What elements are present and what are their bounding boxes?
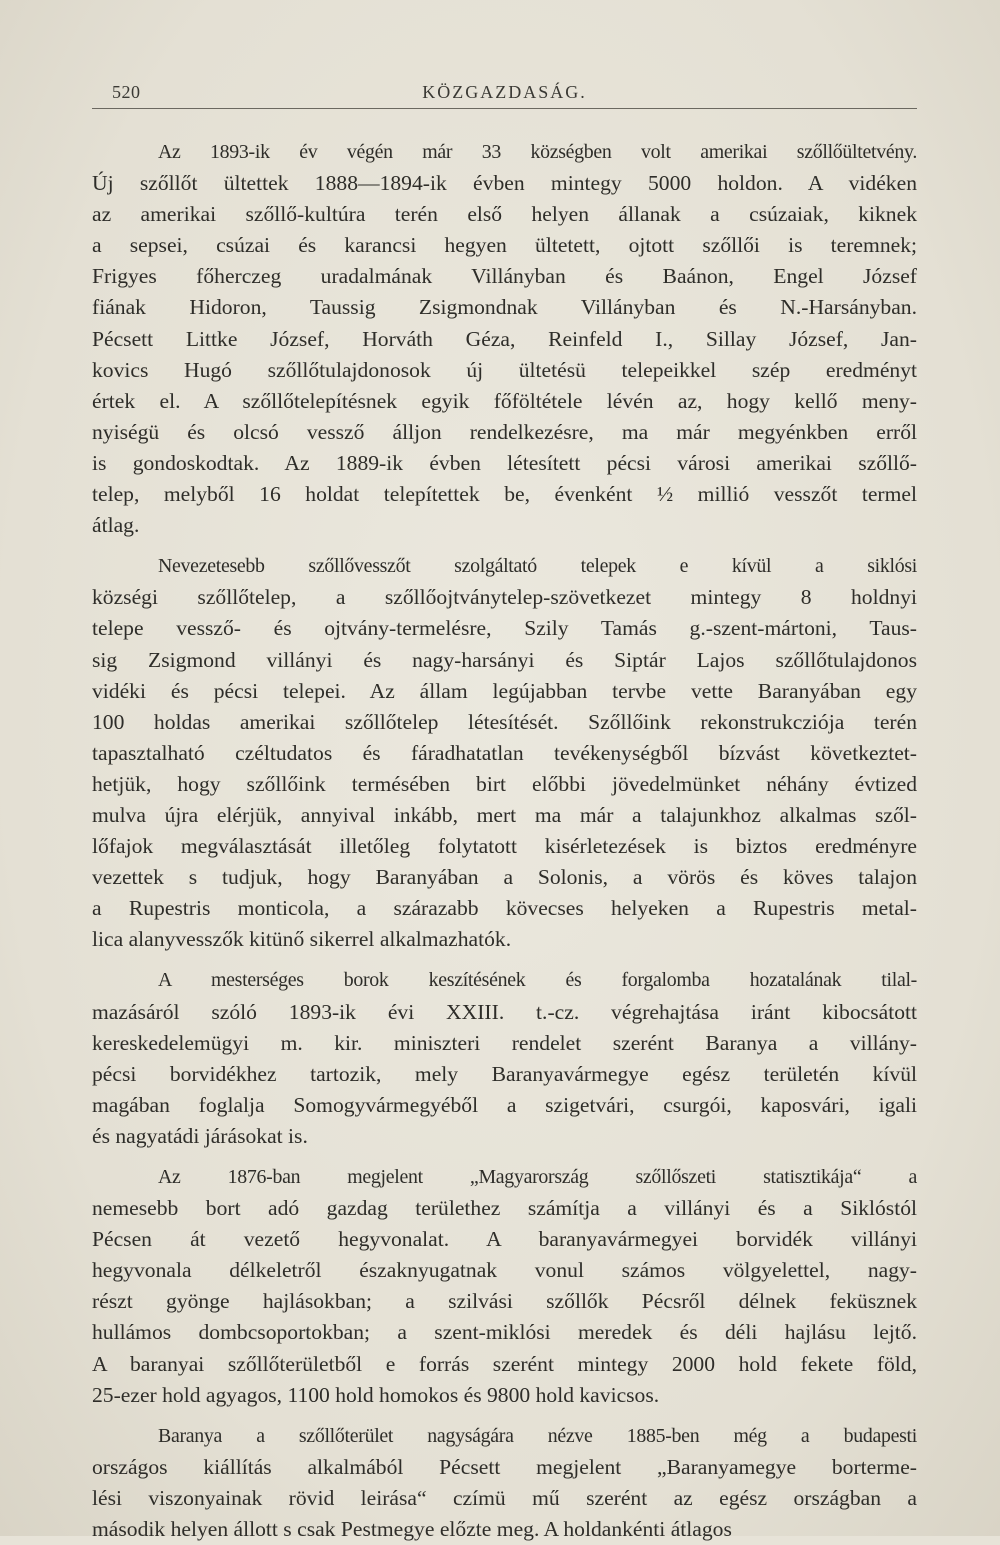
body-text	[92, 137, 917, 1545]
paragraph-gap	[92, 1152, 917, 1162]
text-line: hegyvonala délkeletről északnyugatnak vonul számos völgyelettel, nagy-	[92, 1258, 917, 1283]
text-line: mulva újra elérjük, annyival inkább, mert ma már a talajunkhoz alkalmas szől-	[92, 802, 917, 827]
text-line: mazásáról szóló 1893-ik évi XXIII. t.-cz. végrehajtása iránt kibocsátott	[92, 999, 917, 1024]
text-line: fiának Hidoron, Taussig Zsigmondnak Villányban és N.-Harsányban.	[92, 295, 917, 320]
text-line: a Rupestris monticola, a szárazabb kövecses helyeken a Rupestris metal-	[92, 896, 917, 921]
text-line: vidéki és pécsi telepei. Az állam legújabban tervbe vette Baranyában egy	[92, 678, 917, 703]
text-line: a sepsei, csúzai és karancsi hegyen ültetett, ojtott szőllői is teremnek;	[92, 233, 917, 258]
text-line: Baranya a szőllőterület nagyságára nézve 1885-ben még a budapesti	[158, 1424, 917, 1447]
text-line: lőfajok megválasztását illetőleg folytatott kisérletezések is biztos eredményre	[92, 834, 917, 859]
paragraph-gap	[92, 1411, 917, 1421]
text-line: nemesebb bort adó gazdag területhez számítja a villányi és a Siklóstól	[92, 1196, 917, 1221]
page-number: 520	[112, 82, 141, 102]
text-line: telep, melyből 16 holdat telepítettek be, évenként ½ millió vesszőt termel	[92, 482, 917, 507]
text-line: értek el. A szőllőtelepítésnek egyik főföltétele lévén az, hogy kellő meny-	[92, 388, 917, 413]
text-line: kereskedelemügyi m. kir. miniszteri rendelet szerént Baranya a villány-	[92, 1030, 917, 1055]
text-line: hullámos dombcsoportokban; a szent-miklósi meredek és déli hajlásu lejtő.	[92, 1320, 917, 1345]
text-line: vezettek s tudjuk, hogy Baranyában a Solonis, a vörös és köves talajon	[92, 865, 917, 890]
paragraph	[92, 965, 917, 1152]
text-line: A baranyai szőllőterületből e forrás szerént mintegy 2000 hold fekete föld,	[92, 1351, 917, 1376]
paragraph	[92, 137, 917, 541]
text-line: 100 holdas amerikai szőllőtelep létesítését. Szőllőink rekonstrukcziója terén	[92, 709, 917, 734]
text-line: Nevezetesebb szőllővesszőt szolgáltató telepek e kívül a siklósi	[158, 555, 917, 578]
text-line: és nagyatádi járásokat is.	[92, 1123, 308, 1148]
text-line: országos kiállítás alkalmából Pécsett megjelent „Baranyamegye borterme-	[92, 1454, 917, 1479]
paragraph-gap	[92, 955, 917, 965]
text-line: az amerikai szőllő-kultúra terén első helyen állanak a csúzaiak, kiknek	[92, 202, 917, 227]
text-line: is gondoskodtak. Az 1889-ik évben létesített pécsi városi amerikai szőllő-	[92, 450, 917, 475]
text-line: Frigyes főherczeg uradalmának Villányban és Baánon, Engel József	[92, 264, 917, 289]
text-line: második helyen állott s csak Pestmegye előzte meg. A holdankénti átlagos	[92, 1517, 732, 1542]
page-header	[92, 78, 917, 109]
text-line: telepe vessző- és ojtvány-termelésre, Szily Tamás g.-szent-mártoni, Taus-	[92, 616, 917, 641]
text-line: átlag.	[92, 513, 140, 538]
text-line: 25-ezer hold agyagos, 1100 hold homokos és 9800 hold kavicsos.	[92, 1382, 660, 1407]
text-line: lési viszonyainak rövid leirása“ czímü mű szerént az egész országban a	[92, 1485, 917, 1510]
text-line: részt gyönge hajlásokban; a szilvási szőllők Pécsről délnek feküsznek	[92, 1289, 917, 1314]
text-line: Pécsett Littke József, Horváth Géza, Reinfeld I., Sillay József, Jan-	[92, 326, 917, 351]
text-line: kovics Hugó szőllőtulajdonosok új ültetésü telepeikkel szép eredményt	[92, 357, 917, 382]
running-head: KÖZGAZDASÁG.	[422, 82, 587, 102]
text-line: lica alanyvesszők kitünő sikerrel alkalmazhatók.	[92, 927, 512, 952]
paragraph	[92, 1162, 917, 1411]
text-line: községi szőllőtelep, a szőllőojtványtelep-szövetkezet mintegy 8 holdnyi	[92, 585, 917, 610]
text-line: Új szőllőt ültettek 1888—1894-ik évben mintegy 5000 holdon. A vidéken	[92, 171, 917, 196]
text-line: A mesterséges borok keszítésének és forgalomba hozatalának tilal-	[158, 969, 917, 992]
text-line: pécsi borvidékhez tartozik, mely Baranyavármegye egész területén kívül	[92, 1061, 917, 1086]
text-line: Az 1893-ik év végén már 33 községben volt amerikai szőllőültetvény.	[158, 141, 917, 163]
text-line: nyiségü és olcsó vessző álljon rendelkezésre, ma már megyénkben erről	[92, 419, 917, 444]
text-line: Az 1876-ban megjelent „Magyarország szőllőszeti statisztikája“ a	[158, 1166, 917, 1188]
text-line: Pécsen át vezető hegyvonalat. A baranyavármegyei borvidék villányi	[92, 1227, 917, 1252]
text-line: hetjük, hogy szőllőink termésében birt előbbi jövedelmünket néhány évtized	[92, 771, 917, 796]
paragraph	[92, 551, 917, 955]
text-line: magában foglalja Somogyvármegyéből a szigetvári, csurgói, kaposvári, igali	[92, 1092, 917, 1117]
paragraph	[92, 1421, 917, 1545]
text-line: sig Zsigmond villányi és nagy-harsányi és Siptár Lajos szőllőtulajdonos	[92, 647, 917, 672]
paragraph-gap	[92, 541, 917, 551]
text-line: tapasztalható czéltudatos és fáradhatatlan tevékenységből bízvást következtet-	[92, 740, 917, 765]
